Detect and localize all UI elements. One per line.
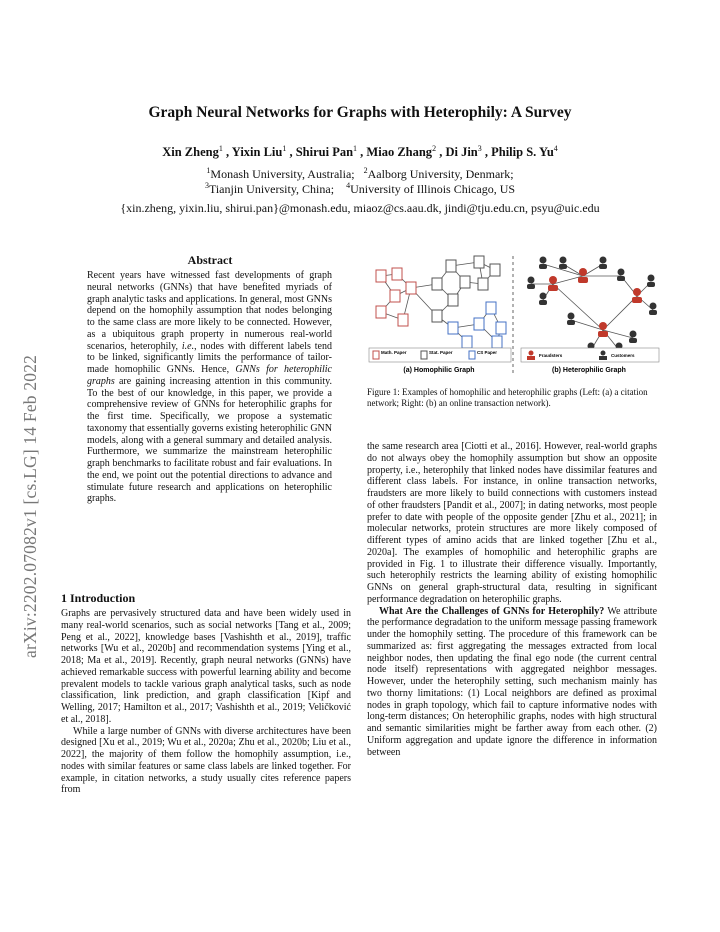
- right-paragraph-1: the same research area [Ciotti et al., 2016]. However, real-world graphs do not always obey the homophily assumption but show an opposite property, i.e., heterophily that linked nodes have dissimilar features and different class labels. For instance, in online transaction networks, fraudsters are more likely to build connections with customers instead of other fraudsters [Pandit et al., 2007]; in dating networks, most people prefer to date with people of the opposite gender [Zhu et al., 2021]; in molecular networks, protein structures are more likely composed of different types of amino acids that are linked together [Zhu et al., 2020a]. The examples of homophilic and heterophilic graphs are provided in Fig. 1 to illustrate their difference visually. Importantly, such heterophily restricts the learning ability of existing homophilic GNNs on general graph-structural data, resulting in significant performance degradation on heterophilic graphs.: [367, 441, 657, 605]
- legend-math-paper: Math. Paper: [381, 350, 407, 355]
- legend-cs-paper: CS Paper: [477, 350, 498, 355]
- author-name: Shirui Pan: [295, 145, 354, 160]
- affiliation-aalborg: Aalborg University, Denmark;: [367, 167, 514, 181]
- author-affiliation-mark: 4: [553, 144, 558, 153]
- heterophilic-graph: [531, 264, 653, 350]
- legend-left: [369, 348, 511, 362]
- paper-title: Graph Neural Networks for Graphs with Heterophily: A Survey: [148, 104, 572, 121]
- author-name: Miao Zhang: [366, 145, 433, 160]
- intro-paragraph-2: While a large number of GNNs with diverse architectures have been designed [Xu et al., 2019; Wu et al., 2020a; Zhu et al., 2020b; Liu et al., 2022], the majority of them follow the homophily assumption, i.e., nodes with similar features or same class labels are linked together. For example, in citation networks, a study usually cites reference papers from: [61, 725, 351, 796]
- section-heading-introduction: 1 Introduction: [61, 591, 136, 605]
- arxiv-identifier: arXiv:2202.07082v1 [cs.LG] 14 Feb 2022: [20, 354, 40, 658]
- figure-1-caption: Figure 1: Examples of homophilic and heterophilic graphs (Left: (a) a citation network; Right: (b) an online transaction network).: [367, 387, 648, 408]
- author-name: Di Jin: [445, 145, 478, 160]
- affiliation-monash: Monash University, Australia;: [210, 167, 355, 181]
- right-paragraph-2: What Are the Challenges of GNNs for Heterophily? We attribute the performance degradation to the uniform message passing framework under the homophily setting. The procedure of this framework can be summarized as: first aggregating the messages extracted from local neighbor nodes, then updating the final ego node (the current central node itself) representations with aggregated neighbor messages. However, under the heterophily setting, such mechanism mainly has two thorny limitations: (1) Local neighbors are defined as proximal nodes in graph topology, which fail to capture informative nodes with long-term distances; On heterophilic graphs, nodes with high structural and semantic similarities might be farther away from each other. (2) Uniform aggregation and update ignore the difference in information between: [367, 605, 658, 758]
- author-affiliation-mark: 2: [432, 144, 437, 153]
- author-name: Philip S. Yu: [491, 145, 554, 160]
- right-column-text: [367, 441, 657, 758]
- figure-1-graph-examples: [367, 254, 661, 378]
- legend-stat-paper: Stat. Paper: [429, 350, 453, 355]
- abstract-text: Recent years have witnessed fast developments of graph neural networks (GNNs) that have benefited myriads of graph analytic tasks and applications. In general, most GNNs depend on the homophily assumption that nodes belonging to the same class are more likely to be connected. However, as a ubiquitous graph property in numerous real-world scenarios, heterophily, i.e., nodes with different labels tend to be linked, significantly limits the performance of tailor-made homophilic GNNs. Hence, GNNs for heterophilic graphs are gaining increasing attention in this community. To the best of our knowledge, in this paper, we provide a comprehensive review of GNNs for heterophilic graphs for the first time. Specifically, we propose a systematic taxonomy that essentially governs existing heterophilic GNN models, along with a general summary and detailed analysis. Furthermore, we summarize the mainstream heterophilic graph benchmarks to facilitate robust and fair evaluations. In the end, we point out the potential directions to advance and stimulate future research and applications on heterophilic graphs.: [87, 270, 332, 505]
- introduction-text: [61, 608, 351, 796]
- affiliations-line-1: $^1$Monash University, Australia; $^2$Aalborg University, Denmark;: [206, 166, 514, 181]
- author-list: Xin Zheng$^1$ , Yixin Liu$^1$ , Shirui Pan$^1$ , Miao Zhang$^2$ , Di Jin$^3$ , Philip S. Yu$^4$: [162, 144, 558, 160]
- author-affiliation-mark: 1: [353, 144, 358, 153]
- affiliations-line-2: $^3$Tianjin University, China; $^4$University of Illinois Chicago, US: [204, 181, 516, 196]
- homophilic-nodes: [376, 256, 506, 348]
- abstract-heading: Abstract: [187, 253, 233, 267]
- author-emails: {xin.zheng, yixin.liu, shirui.pan}@monash.edu, miaoz@cs.aau.dk, jindi@tju.edu.cn, psyu@uic.edu: [120, 201, 600, 215]
- legend-customers: Customers: [611, 353, 635, 358]
- author-affiliation-mark: 1: [282, 144, 287, 153]
- author-affiliation-mark: 3: [477, 144, 482, 153]
- legend-fraudsters: Fraudsters: [539, 353, 563, 358]
- affiliation-tianjin: Tianjin University, China;: [208, 182, 335, 196]
- heterophilic-nodes: [527, 257, 657, 356]
- figure-label-heterophilic: (b) Heterophilic Graph: [552, 367, 626, 374]
- author-name: Yixin Liu: [231, 145, 283, 160]
- intro-paragraph-1: Graphs are pervasively structured data and have been widely used in many real-world scenarios, such as social networks [Tang et al., 2009; Peng et al., 2022], knowledge bases [Vashishth et al., 2019], traffic networks [Wu et al., 2020b] and recommendation systems [Ying et al., 2018; Ma et al., 2019]. Recently, graph neural networks (GNNs) have achieved remarkable success with powerful learning ability and become prevalent models to tackle various graph analytical tasks, such as node classification, link prediction, and graph classification [Kipf and Welling, 2017; Hamilton et al., 2017; Vashishth et al., 2019; Veličković et al., 2018].: [61, 608, 351, 725]
- affiliation-uic: University of Illinois Chicago, US: [350, 182, 516, 196]
- legend-right: [521, 348, 659, 362]
- author-affiliation-mark: 1: [218, 144, 223, 153]
- figure-label-homophilic: (a) Homophilic Graph: [403, 367, 475, 374]
- author-name: Xin Zheng: [162, 145, 219, 160]
